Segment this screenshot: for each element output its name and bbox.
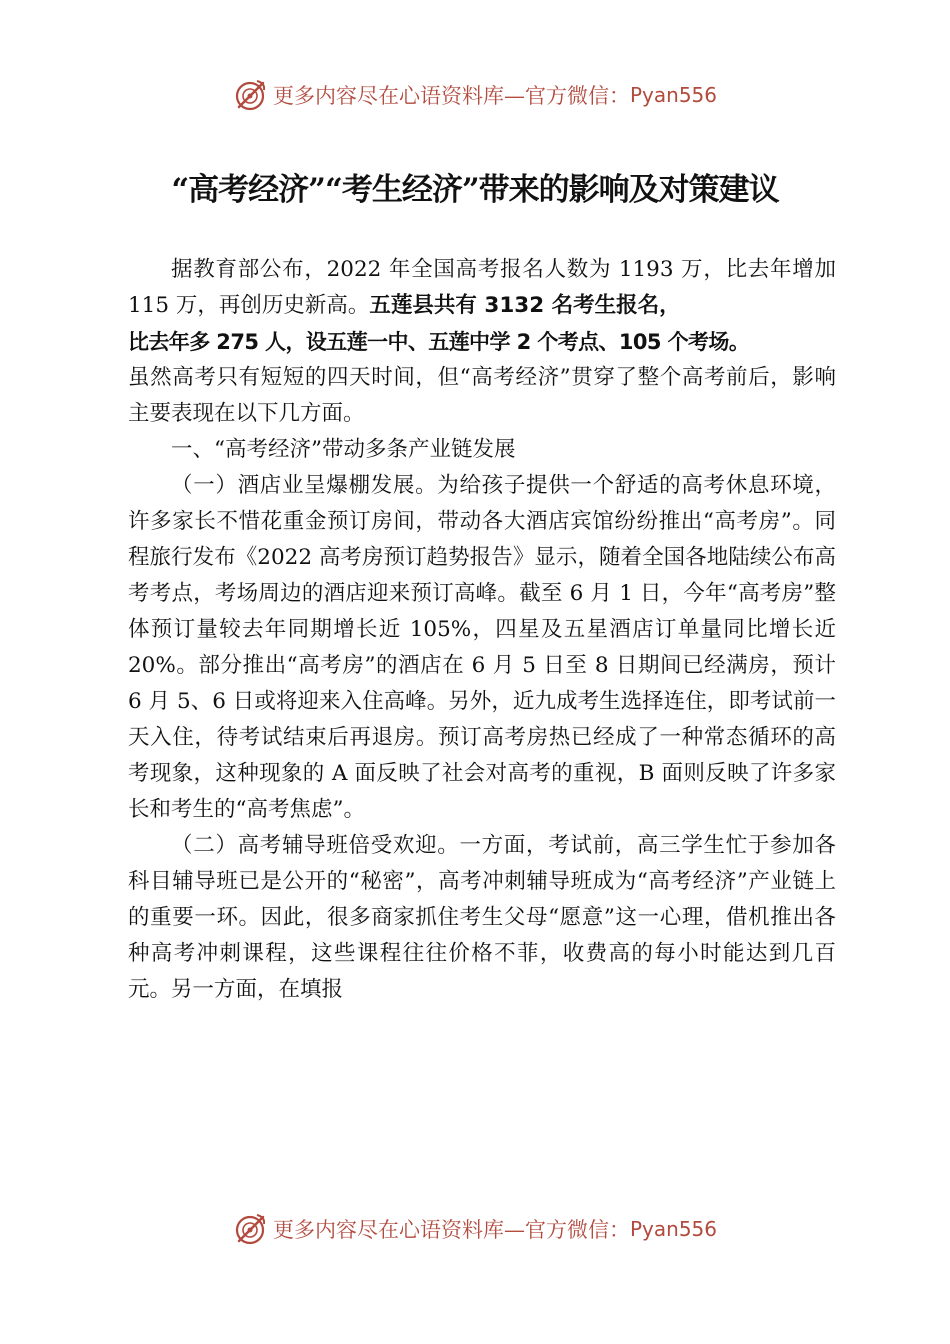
footer-brand-text: 更多内容尽在心语资料库—官方微信： [272,1218,630,1242]
footer-wechat-id: Pyan556 [629,1217,717,1241]
section1-para1: （一）酒店业呈爆棚发展。为给孩子提供一个舒适的高考休息环境，许多家长不惜花重金预订房间，带动各大酒店宾馆纷纷推出“高考房”。同程旅行发布《2022 高考房预订趋势报告》显示，随着全国各地陆续公布高考考点，考场周边的酒店迎来预订高峰。截至 6 月 1 日，今年“高考房”整体预订量较去年同期增长近 105%，四星及五星酒店订单量同比增长近 20%。部分推出“高考房”的酒店在 6 月 5 日至 8 日期间已经满房，预计 6 月 5、6 日或将迎来入住高峰。另外，近九成考生选择连住，即考试前一天入住，待考试结束后再退房。预订高考房热已经成了一种常态循环的高考现象，这种现象的 A 面反映了社会对高考的重视，B 面则反映了许多家长和考生的“高考焦虑”。 [128,473,836,822]
seal-logo-icon [233,1211,269,1247]
section1-para2: （二）高考辅导班倍受欢迎。一方面，考试前，高三学生忙于参加各科目辅导班已是公开的“秘密”，高考冲刺辅导班成为“高考经济”产业链上的重要一环。因此，很多商家抓住考生父母“愿意”这一心理，借机推出各种高考冲刺课程，这些课程往往价格不菲，收费高的每小时能达到几百元。另一方面，在填报 [128,833,836,1002]
page-footer [0,1206,950,1252]
intro-bold-part2: 比去年多 275 人，设五莲一中、五莲中学 2 个考点、105 个考场。 [128,330,750,354]
intro-paragraph [128,252,836,324]
header-brand-text: 更多内容尽在心语资料库—官方微信： [272,84,630,108]
seal-logo-icon [233,77,269,113]
header-wechat-id: Pyan556 [629,83,717,107]
intro-bold-part1: 五莲县共有 3132 名考生报名， [369,293,681,318]
page-header [0,72,950,118]
document-title: “高考经济”“考生经济”带来的影响及对策建议 [171,172,779,208]
footer-brand [233,1211,717,1247]
section1-heading: 一、“高考经济”带动多条产业链发展 [171,437,516,462]
intro-lead: 据教育部公布，2022 年全国高考报名人数为 1193 万，比去年增加 115 万，再创历史新高。 [128,257,836,318]
document-body [128,252,836,1008]
intro-tail: 虽然高考只有短短的四天时间，但“高考经济”贯穿了整个高考前后，影响主要表现在以下几方面。 [128,365,836,426]
header-brand [233,77,717,113]
